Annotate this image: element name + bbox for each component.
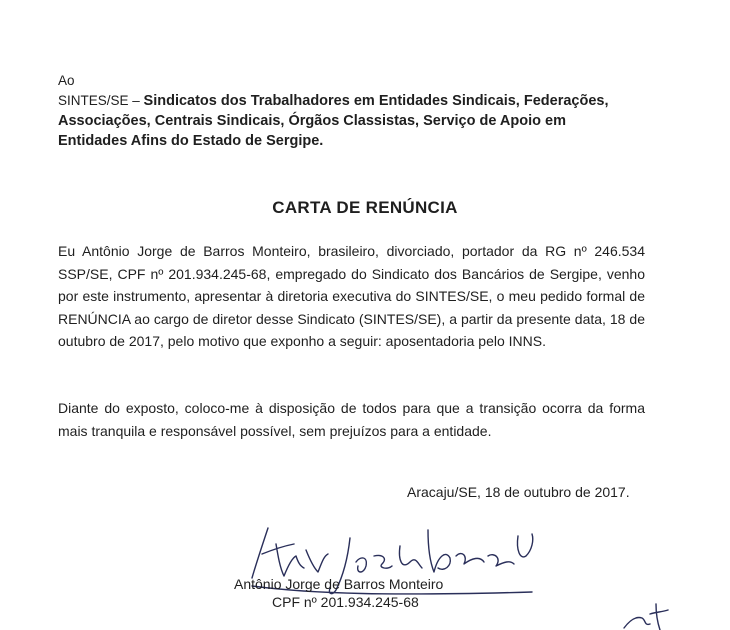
date-line: Aracaju/SE, 18 de outubro de 2017. (407, 484, 630, 500)
handwritten-initials (620, 598, 670, 630)
signer-cpf: CPF nº 201.934.245-68 (272, 594, 419, 610)
recipient-org-line2: Associações, Centrais Sindicais, Órgãos Classistas, Serviço de Apoio em (58, 113, 566, 129)
signer-name: Antônio Jorge de Barros Monteiro (234, 576, 444, 592)
recipient-prefix: SINTES/SE – (58, 93, 144, 108)
body-paragraph-1: Eu Antônio Jorge de Barros Monteiro, brasileiro, divorciado, portador da RG nº 246.534 SSP/SE, CPF nº 201.934.245-68, empregado do Sindicato dos Bancários de Sergipe, venho por este instrumento, apresentar à diretoria executiva do SINTES/SE, o meu pedido formal de RENÚNCIA ao cargo de diretor desse Sindicato (SINTES/SE), a partir da presente data, 18 de outubro de 2017, pelo motivo que exponho a seguir: aposentadoria pelo INNS. (58, 243, 645, 349)
letter-title: CARTA DE RENÚNCIA (272, 198, 458, 217)
recipient-block (58, 71, 658, 151)
salutation: Ao (58, 73, 75, 88)
body-paragraph-2: Diante do exposto, coloco-me à disposição de todos para que a transição ocorra da forma mais tranquila e responsável possível, sem prejuízos para a entidade. (58, 400, 645, 439)
recipient-org-line1: Sindicatos dos Trabalhadores em Entidades Sindicais, Federações, (143, 93, 609, 109)
recipient-org-line3: Entidades Afins do Estado de Sergipe. (58, 133, 324, 149)
